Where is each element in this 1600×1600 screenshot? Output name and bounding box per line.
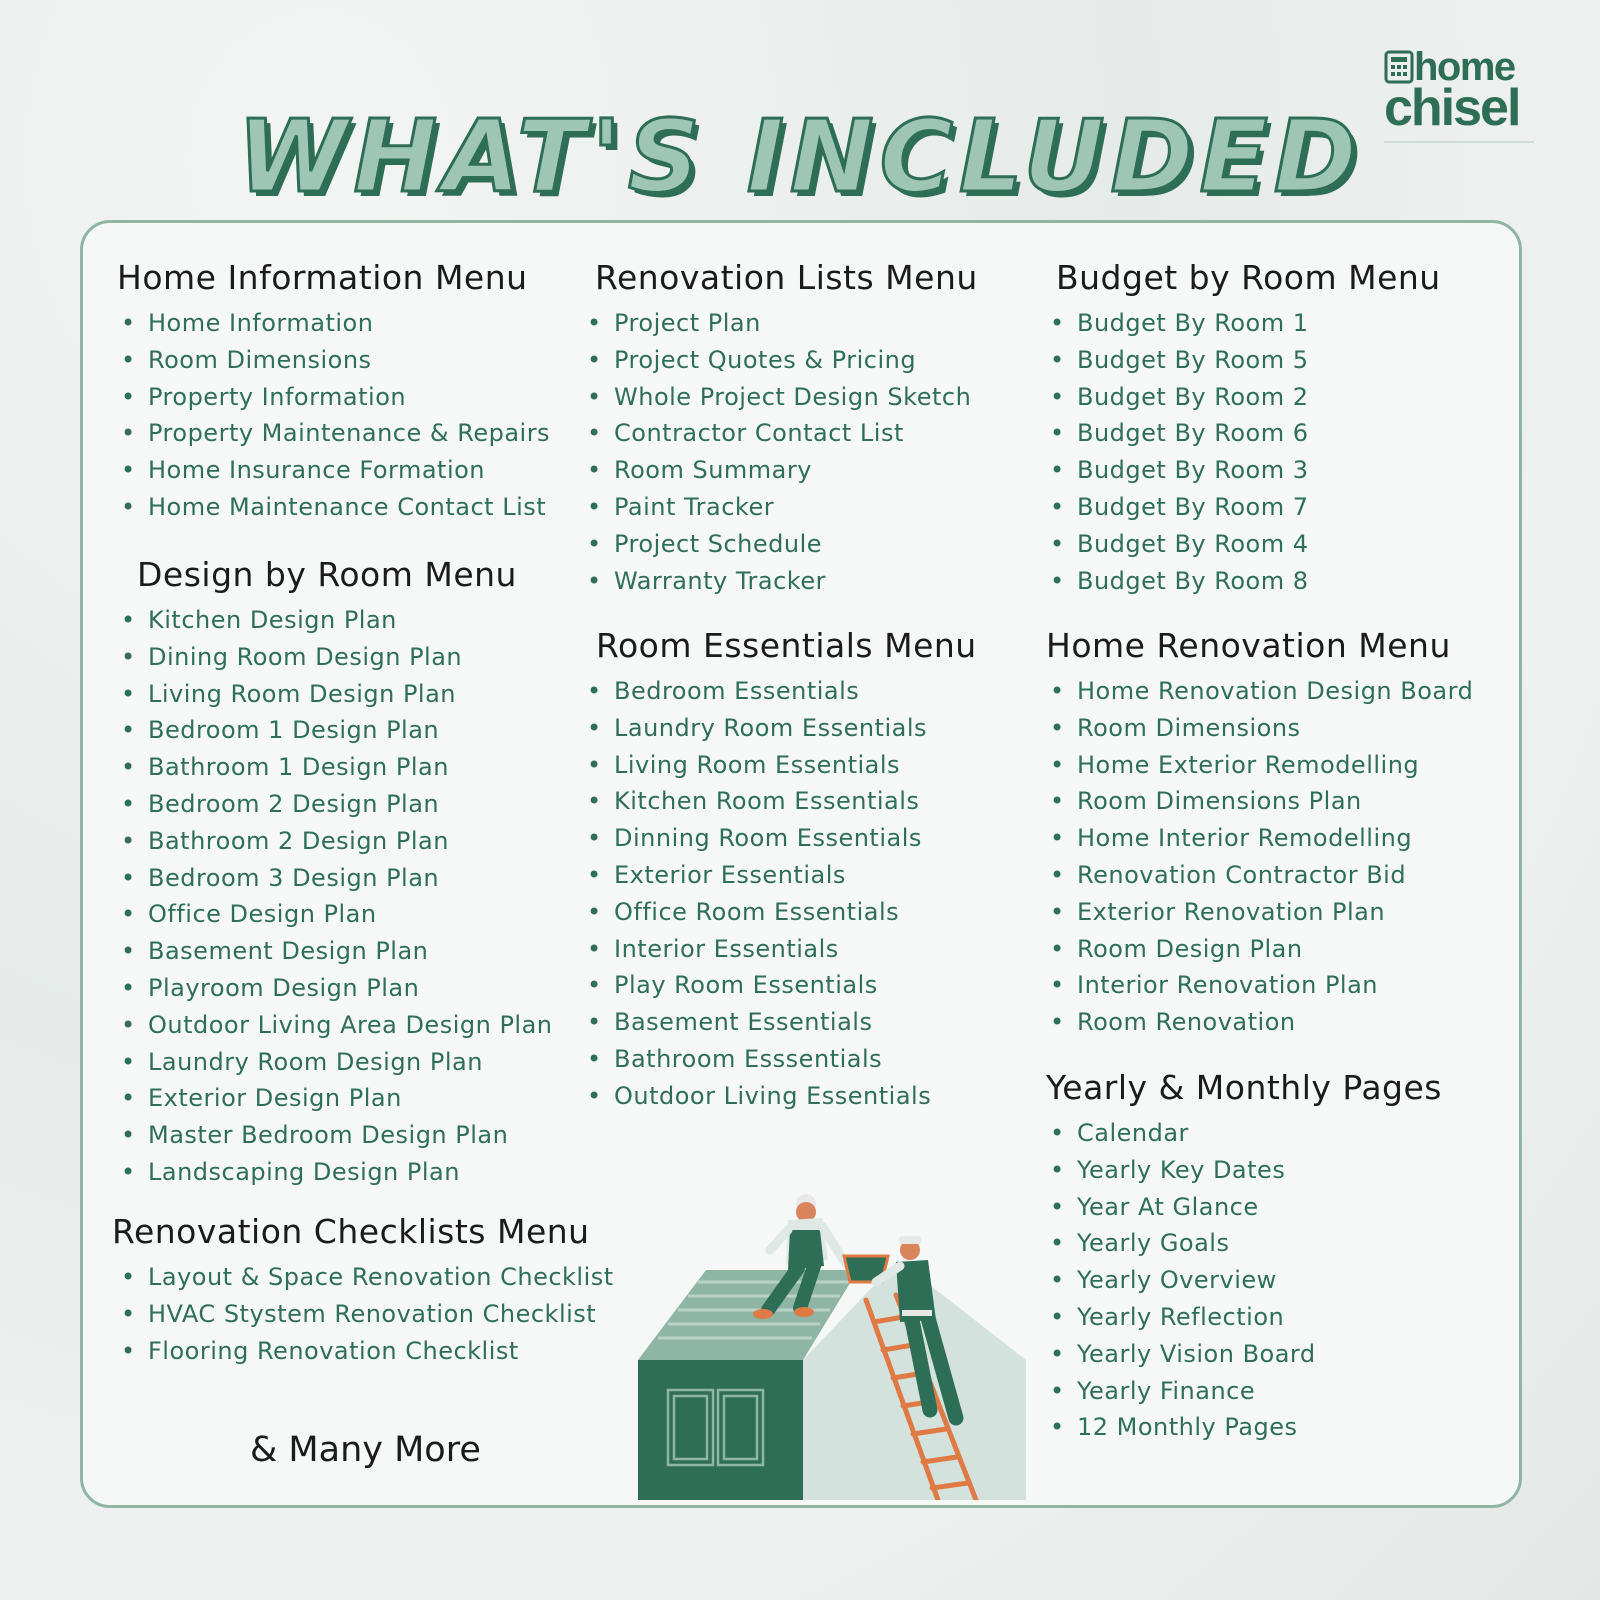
roof-workers-illustration	[638, 1190, 1033, 1500]
list-item: • Yearly Finance	[1046, 1373, 1442, 1410]
list-item: • Room Dimensions	[117, 342, 550, 379]
list-item: • Yearly Overview	[1046, 1262, 1442, 1299]
list-item: • Warranty Tracker	[583, 563, 978, 600]
list-item: • Basement Essentials	[583, 1004, 977, 1041]
item-list	[117, 305, 550, 526]
section-budget-by-room	[1056, 258, 1441, 599]
list-item: • Project Plan	[583, 305, 978, 342]
list-item: • Outdoor Living Essentials	[583, 1078, 977, 1115]
list-item: • Room Renovation	[1046, 1004, 1473, 1041]
list-item: • Bedroom 3 Design Plan	[117, 860, 553, 897]
section-renovation-checklists	[112, 1212, 614, 1369]
section-title: Home Renovation Menu	[1046, 626, 1451, 665]
section-title: Room Essentials Menu	[596, 626, 977, 665]
section-title: Renovation Lists Menu	[595, 258, 978, 297]
item-list	[117, 1259, 614, 1369]
list-item: • Exterior Essentials	[583, 857, 977, 894]
list-item: • Calendar	[1046, 1115, 1442, 1152]
list-item: • Office Design Plan	[117, 896, 553, 933]
list-item: • Dining Room Design Plan	[117, 639, 553, 676]
list-item: • Playroom Design Plan	[117, 970, 553, 1007]
list-item: • Room Design Plan	[1046, 931, 1473, 968]
section-yearly-monthly	[1046, 1068, 1442, 1446]
list-item: • Budget By Room 3	[1046, 452, 1441, 489]
list-item: • Budget By Room 4	[1046, 526, 1441, 563]
list-item: • Contractor Contact List	[583, 415, 978, 452]
list-item: • Project Quotes & Pricing	[583, 342, 978, 379]
list-item: • Paint Tracker	[583, 489, 978, 526]
many-more-text: & Many More	[250, 1430, 481, 1470]
list-item: • Kitchen Design Plan	[117, 602, 553, 639]
list-item: • Outdoor Living Area Design Plan	[117, 1007, 553, 1044]
list-item: • Property Maintenance & Repairs	[117, 415, 550, 452]
list-item: • Office Room Essentials	[583, 894, 977, 931]
list-item: • Bedroom 1 Design Plan	[117, 712, 553, 749]
list-item: • HVAC Stystem Renovation Checklist	[117, 1296, 614, 1333]
list-item: • Master Bedroom Design Plan	[117, 1117, 553, 1154]
list-item: • Exterior Renovation Plan	[1046, 894, 1473, 931]
list-item: • Layout & Space Renovation Checklist	[117, 1259, 614, 1296]
list-item: • Landscaping Design Plan	[117, 1154, 553, 1191]
section-home-information	[117, 258, 550, 526]
list-item: • Home Renovation Design Board	[1046, 673, 1473, 710]
list-item: • Laundry Room Design Plan	[117, 1044, 553, 1081]
list-item: • Basement Design Plan	[117, 933, 553, 970]
list-item: • Yearly Goals	[1046, 1225, 1442, 1262]
section-title: Design by Room Menu	[137, 555, 517, 594]
section-title: Home Information Menu	[117, 258, 528, 297]
list-item: • Bedroom Essentials	[583, 673, 977, 710]
list-item: • Room Dimensions	[1046, 710, 1473, 747]
list-item: • Kitchen Room Essentials	[583, 783, 977, 820]
item-list	[1046, 673, 1473, 1041]
item-list	[1046, 1115, 1442, 1446]
list-item: • Budget By Room 7	[1046, 489, 1441, 526]
brand-line2: chisel	[1384, 79, 1520, 137]
section-room-essentials	[596, 626, 977, 1115]
list-item: • Home Exterior Remodelling	[1046, 747, 1473, 784]
list-item: • Project Schedule	[583, 526, 978, 563]
list-item: • Year At Glance	[1046, 1189, 1442, 1226]
list-item: • Home Maintenance Contact List	[117, 489, 550, 526]
list-item: • Living Room Design Plan	[117, 676, 553, 713]
list-item: • Exterior Design Plan	[117, 1080, 553, 1117]
page-title: WHAT'S INCLUDED	[237, 98, 1363, 215]
list-item: • Interior Renovation Plan	[1046, 967, 1473, 1004]
list-item: • 12 Monthly Pages	[1046, 1409, 1442, 1446]
list-item: • Budget By Room 8	[1046, 563, 1441, 600]
list-item: • Budget By Room 6	[1046, 415, 1441, 452]
list-item: • Laundry Room Essentials	[583, 710, 977, 747]
item-list	[583, 673, 977, 1115]
list-item: • Renovation Contractor Bid	[1046, 857, 1473, 894]
list-item: • Yearly Reflection	[1046, 1299, 1442, 1336]
list-item: • Property Information	[117, 379, 550, 416]
section-home-renovation	[1046, 626, 1473, 1041]
brand-line1: home	[1414, 45, 1515, 89]
section-title: Yearly & Monthly Pages	[1046, 1068, 1442, 1107]
list-item: • Room Summary	[583, 452, 978, 489]
list-item: • Bathroom Esssentials	[583, 1041, 977, 1078]
list-item: • Whole Project Design Sketch	[583, 379, 978, 416]
list-item: • Budget By Room 2	[1046, 379, 1441, 416]
list-item: • Budget By Room 5	[1046, 342, 1441, 379]
list-item: • Bathroom 2 Design Plan	[117, 823, 553, 860]
section-renovation-lists	[595, 258, 978, 599]
item-list	[117, 602, 553, 1191]
item-list	[583, 305, 978, 599]
list-item: • Home Insurance Formation	[117, 452, 550, 489]
list-item: • Living Room Essentials	[583, 747, 977, 784]
section-design-by-room	[137, 555, 553, 1191]
list-item: • Room Dimensions Plan	[1046, 783, 1473, 820]
list-item: • Dinning Room Essentials	[583, 820, 977, 857]
section-title: Renovation Checklists Menu	[112, 1212, 590, 1251]
list-item: • Interior Essentials	[583, 931, 977, 968]
house-wall	[638, 1360, 803, 1500]
list-item: • Flooring Renovation Checklist	[117, 1333, 614, 1370]
list-item: • Home Interior Remodelling	[1046, 820, 1473, 857]
list-item: • Bedroom 2 Design Plan	[117, 786, 553, 823]
item-list	[1046, 305, 1441, 599]
list-item: • Play Room Essentials	[583, 967, 977, 1004]
list-item: • Yearly Vision Board	[1046, 1336, 1442, 1373]
list-item: • Budget By Room 1	[1046, 305, 1441, 342]
list-item: • Bathroom 1 Design Plan	[117, 749, 553, 786]
list-item: • Yearly Key Dates	[1046, 1152, 1442, 1189]
section-title: Budget by Room Menu	[1056, 258, 1441, 297]
list-item: • Home Information	[117, 305, 550, 342]
